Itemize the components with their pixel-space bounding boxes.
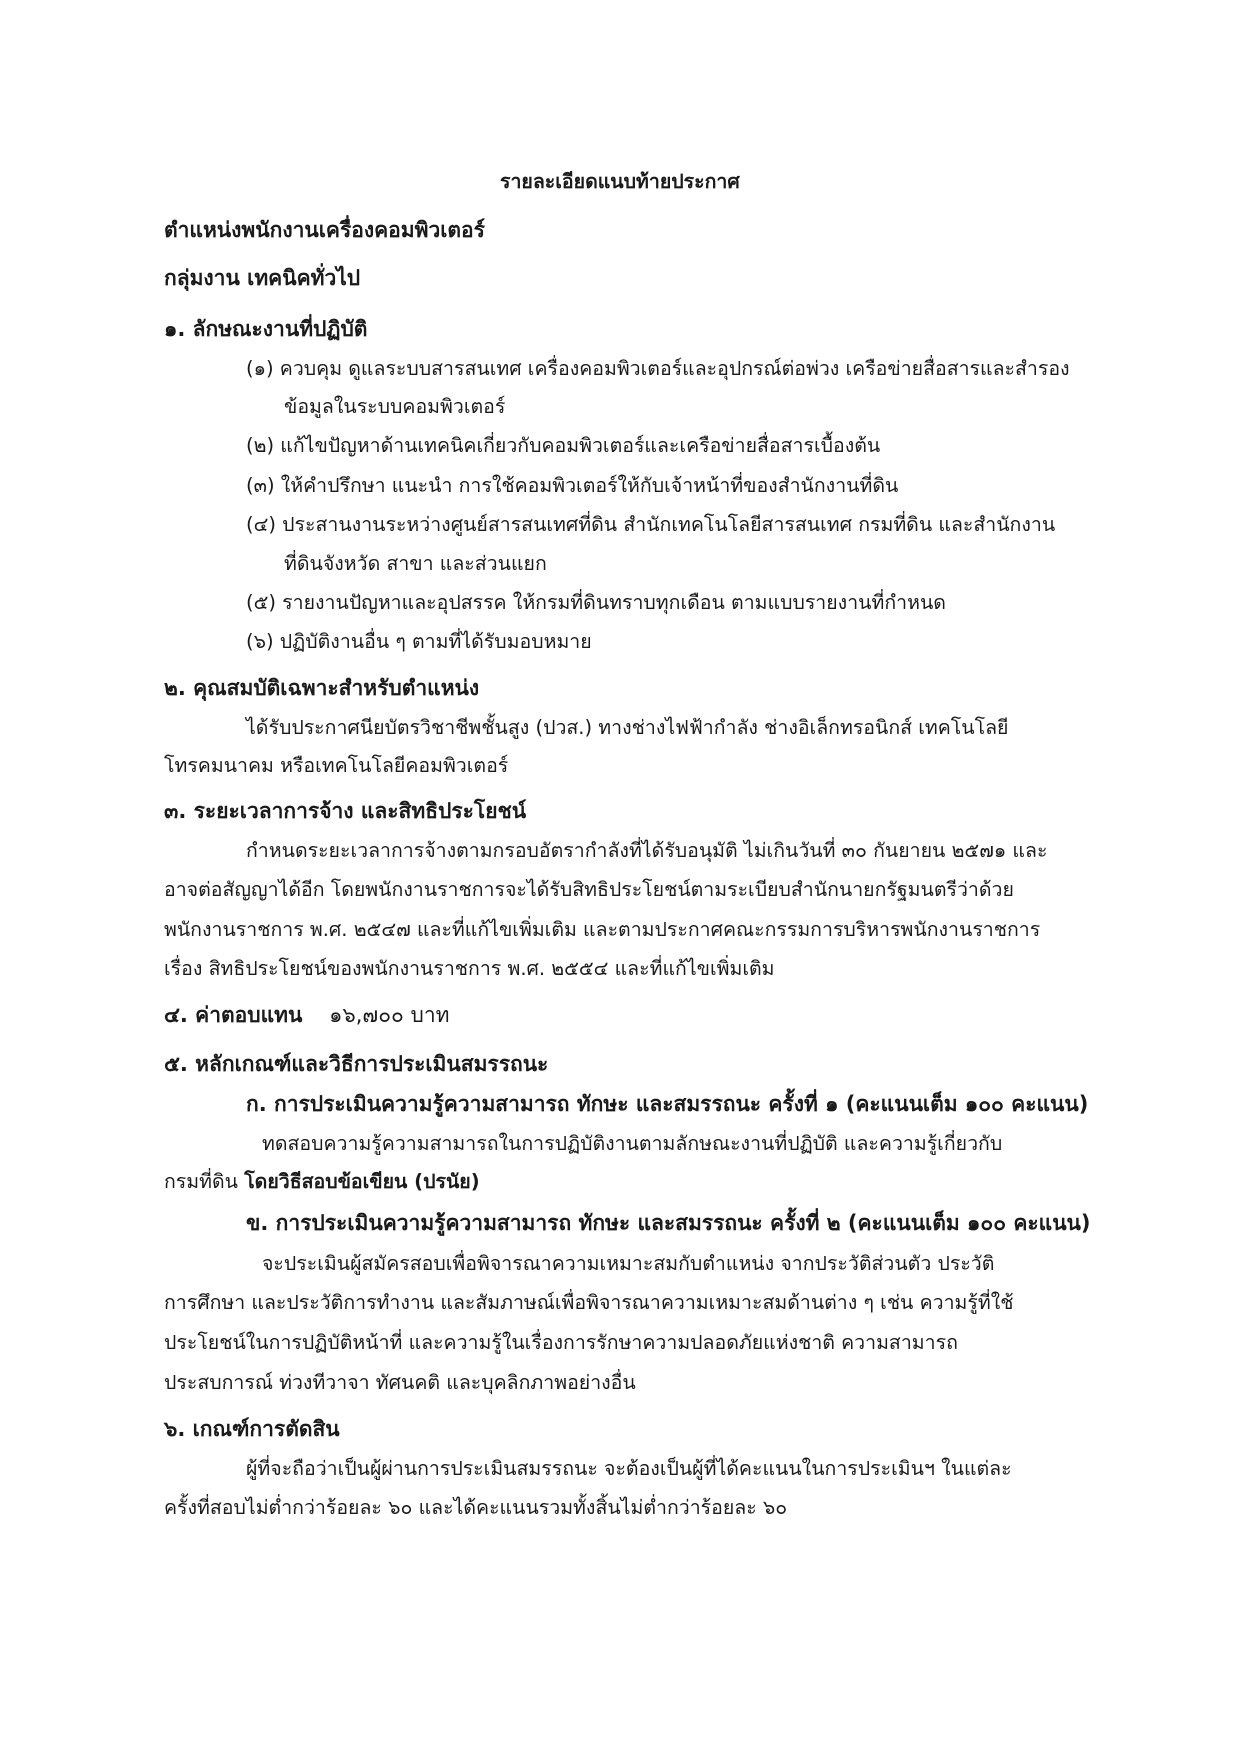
employment-line-3: พนักงานราชการ พ.ศ. ๒๕๔๗ และที่แก้ไขเพิ่มเติม และตามประกาศคณะกรรมการบริหารพนักงานราชการ [164, 918, 1041, 941]
section-4-line [164, 1001, 449, 1029]
assessment-2-heading: ข. การประเมินความรู้ความสามารถ ทักษะ และสมรรถนะ ครั้งที่ ๒ (คะแนนเต็ม ๑๐๐ คะแนน) [246, 1211, 1091, 1235]
assessment-1-heading: ก. การประเมินความรู้ความสามารถ ทักษะ และสมรรถนะ ครั้งที่ ๑ (คะแนนเต็ม ๑๐๐ คะแนน) [246, 1092, 1089, 1116]
assessment-1-line-2 [164, 1168, 480, 1196]
position-heading: ตำแหน่งพนักงานเครื่องคอมพิวเตอร์ [164, 218, 485, 242]
section-1-heading: ๑. ลักษณะงานที่ปฏิบัติ [164, 317, 368, 341]
duty-item-5: (๕) รายงานปัญหาและอุปสรรค ให้กรมที่ดินทราบทุกเดือน ตามแบบรายงานที่กำหนด [246, 591, 946, 614]
compensation-value: ๑๖,๗๐๐ บาท [329, 1003, 450, 1027]
section-3-heading: ๓. ระยะเวลาการจ้าง และสิทธิประโยชน์ [164, 799, 527, 823]
compensation-spacer [309, 1003, 322, 1027]
criteria-line-1: ผู้ที่จะถือว่าเป็นผู้ผ่านการประเมินสมรรถนะ จะต้องเป็นผู้ที่ได้คะแนนในการประเมินฯ ในแต่ละ [246, 1457, 1012, 1480]
assessment-1-line-2-plain: กรมที่ดิน [164, 1170, 245, 1193]
section-5-heading: ๕. หลักเกณฑ์และวิธีการประเมินสมรรถนะ [164, 1052, 549, 1076]
duty-item-3: (๓) ให้คำปรึกษา แนะนำ การใช้คอมพิวเตอร์ให้กับเจ้าหน้าที่ของสำนักงานที่ดิน [246, 474, 899, 497]
employment-line-1: กำหนดระยะเวลาการจ้างตามกรอบอัตรากำลังที่ได้รับอนุมัติ ไม่เกินวันที่ ๓๐ กันยายน ๒๕๗๑ และ [246, 839, 1048, 862]
qualification-line-2: โทรคมนาคม หรือเทคโนโลยีคอมพิวเตอร์ [164, 754, 509, 777]
employment-line-2: อาจต่อสัญญาได้อีก โดยพนักงานราชการจะได้รับสิทธิประโยชน์ตามระเบียบสำนักนายกรัฐมนตรีว่าด้วย [164, 878, 1014, 901]
assessment-2-line-3: ประโยชน์ในการปฏิบัติหน้าที่ และความรู้ในเรื่องการรักษาความปลอดภัยแห่งชาติ ความสามารถ [164, 1331, 958, 1354]
criteria-line-2: ครั้งที่สอบไม่ต่ำกว่าร้อยละ ๖๐ และได้คะแนนรวมทั้งสิ้นไม่ต่ำกว่าร้อยละ ๖๐ [164, 1496, 788, 1519]
assessment-2-line-2: การศึกษา และประวัติการทำงาน และสัมภาษณ์เพื่อพิจารณาความเหมาะสมด้านต่าง ๆ เช่น ความรู้ที่ใช้ [164, 1291, 1014, 1314]
page-title: รายละเอียดแนบท้ายประกาศ [500, 170, 740, 193]
assessment-2-line-1: จะประเมินผู้สมัครสอบเพื่อพิจารณาความเหมาะสมกับตำแหน่ง จากประวัติส่วนตัว ประวัติ [262, 1252, 995, 1275]
employment-line-4: เรื่อง สิทธิประโยชน์ของพนักงานราชการ พ.ศ. ๒๕๕๔ และที่แก้ไขเพิ่มเติม [164, 957, 775, 980]
duty-item-4: (๔) ประสานงานระหว่างศูนย์สารสนเทศที่ดิน สำนักเทคโนโลยีสารสนเทศ กรมที่ดิน และสำนักงาน [246, 513, 1056, 536]
duty-item-1: (๑) ควบคุม ดูแลระบบสารสนเทศ เครื่องคอมพิวเตอร์และอุปกรณ์ต่อพ่วง เครือข่ายสื่อสารและสำรอง [246, 357, 1070, 380]
section-2-heading: ๒. คุณสมบัติเฉพาะสำหรับตำแหน่ง [164, 676, 480, 700]
assessment-2-line-4: ประสบการณ์ ท่วงทีวาจา ทัศนคติ และบุคลิกภาพอย่างอื่น [164, 1371, 636, 1394]
section-4-heading: ๔. ค่าตอบแทน [164, 1003, 303, 1027]
qualification-line-1: ได้รับประกาศนียบัตรวิชาชีพชั้นสูง (ปวส.) ทางช่างไฟฟ้ากำลัง ช่างอิเล็กทรอนิกส์ เทคโนโลยี [246, 716, 1009, 739]
duty-item-1-cont: ข้อมูลในระบบคอมพิวเตอร์ [284, 395, 506, 418]
section-6-heading: ๖. เกณฑ์การตัดสิน [164, 1417, 340, 1441]
duty-item-2: (๒) แก้ไขปัญหาด้านเทคนิคเกี่ยวกับคอมพิวเตอร์และเครือข่ายสื่อสารเบื้องต้น [246, 434, 881, 457]
assessment-1-method: โดยวิธีสอบข้อเขียน (ปรนัย) [244, 1170, 480, 1193]
duty-item-6: (๖) ปฏิบัติงานอื่น ๆ ตามที่ได้รับมอบหมาย [246, 630, 592, 653]
group-heading: กลุ่มงาน เทคนิคทั่วไป [164, 266, 361, 290]
duty-item-4-cont: ที่ดินจังหวัด สาขา และส่วนแยก [284, 552, 547, 575]
assessment-1-line-1: ทดสอบความรู้ความสามารถในการปฏิบัติงานตามลักษณะงานที่ปฏิบัติ และความรู้เกี่ยวกับ [262, 1132, 1003, 1155]
